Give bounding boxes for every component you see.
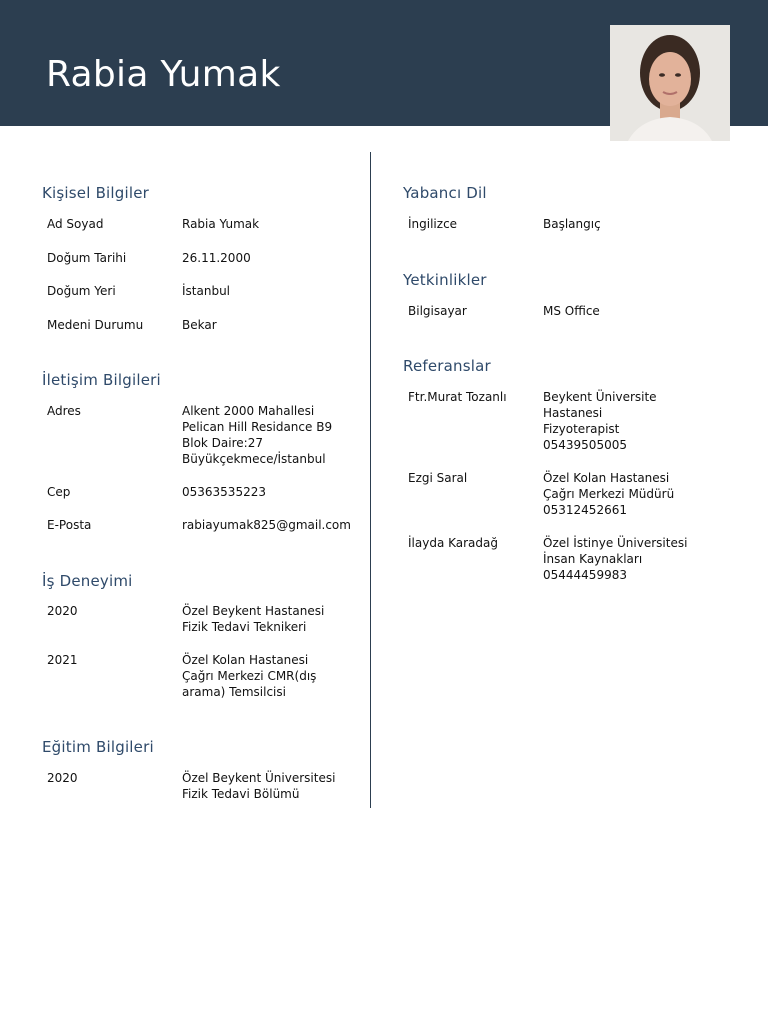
reference-name: Ezgi Saral [408, 471, 468, 485]
reference-details: Özel İstinye Üniversitesi İnsan Kaynakları 05444459983 [543, 536, 688, 582]
section-contact-info [42, 370, 362, 390]
info-label: Bilgisayar [408, 304, 467, 318]
info-value: MS Office [543, 304, 600, 318]
info-label: Cep [47, 485, 71, 499]
section-work-experience [42, 571, 362, 591]
section-title: Kişisel Bilgiler [42, 184, 150, 202]
reference-name: Ftr.Murat Tozanlı [408, 390, 507, 404]
section-title: İletişim Bilgileri [42, 371, 161, 389]
header-banner [0, 0, 768, 126]
info-label: E-Posta [47, 518, 92, 532]
info-value: 26.11.2000 [182, 251, 251, 265]
section-references [403, 356, 743, 376]
address-value: Alkent 2000 Mahallesi Pelican Hill Residance B9 Blok Daire:27 Büyükçekmece/İstanbul [182, 404, 333, 466]
section-title: Referanslar [403, 357, 491, 375]
info-value: Özel Beykent Hastanesi Fizik Tedavi Teknikeri [182, 604, 325, 634]
section-title: Eğitim Bilgileri [42, 738, 154, 756]
reference-name: İlayda Karadağ [408, 536, 498, 550]
section-education [42, 737, 362, 757]
info-label: Ad Soyad [47, 217, 104, 231]
info-label: 2020 [47, 604, 78, 618]
section-skills [403, 270, 743, 290]
info-value: Rabia Yumak [182, 217, 260, 231]
reference-details: Beykent Üniversite Hastanesi Fizyoterapist 05439505005 [543, 390, 657, 452]
info-value: Özel Kolan Hastanesi Çağrı Merkezi CMR(dış arama) Temsilcisi [182, 653, 317, 699]
section-title: Yabancı Dil [403, 184, 487, 202]
info-value: Başlangıç [543, 217, 601, 231]
info-value: İstanbul [182, 284, 231, 298]
info-value: Özel Beykent Üniversitesi Fizik Tedavi Bölümü [182, 771, 336, 801]
info-label: Doğum Tarihi [47, 251, 127, 265]
section-title: İş Deneyimi [42, 572, 133, 590]
section-foreign-language [403, 183, 743, 203]
section-personal-info [42, 183, 362, 203]
email-value: rabiayumak825@gmail.com [182, 518, 351, 532]
info-label: İngilizce [408, 217, 458, 231]
info-label: 2020 [47, 771, 78, 785]
person-name: Rabia Yumak [46, 54, 281, 95]
info-value: Bekar [182, 318, 217, 332]
info-label: 2021 [47, 653, 78, 667]
info-label: Medeni Durumu [47, 318, 144, 332]
info-label: Adres [47, 404, 81, 418]
reference-details: Özel Kolan Hastanesi Çağrı Merkezi Müdürü 05312452661 [543, 471, 675, 517]
info-label: Doğum Yeri [47, 284, 116, 298]
phone-value: 05363535223 [182, 485, 266, 499]
section-title: Yetkinlikler [403, 271, 487, 289]
profile-photo [610, 25, 730, 141]
